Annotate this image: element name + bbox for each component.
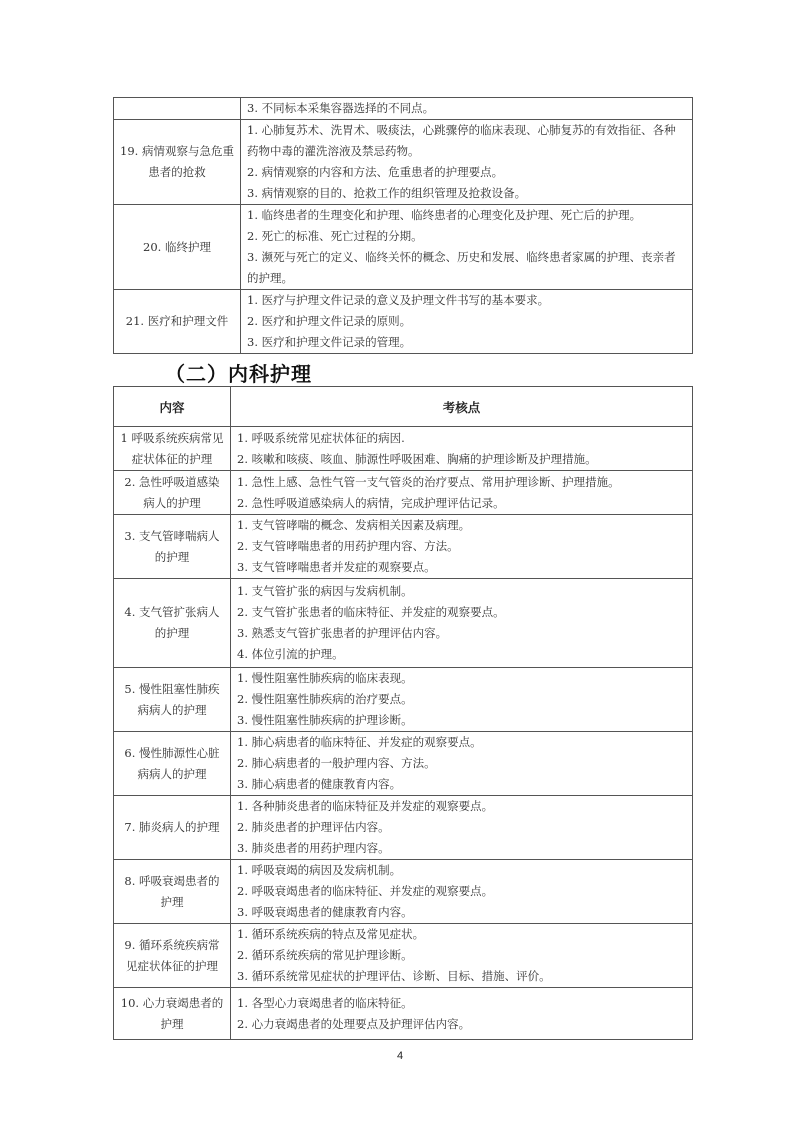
assessment-point: 2. 肺心病患者的一般护理内容、方法。 [237, 756, 436, 770]
section-title: （二）内科护理 [165, 362, 312, 386]
row-points [231, 471, 693, 515]
table-row [114, 579, 693, 668]
row-topic: 10. 心力衰竭患者的护理 [114, 988, 231, 1040]
row-topic: 4. 支气管扩张病人的护理 [114, 579, 231, 668]
row-topic: 5. 慢性阻塞性肺疾病病人的护理 [114, 668, 231, 732]
assessment-point: 3. 呼吸衰竭患者的健康教育内容。 [237, 905, 413, 919]
assessment-point: 2. 呼吸衰竭患者的临床特征、并发症的观察要点。 [237, 884, 494, 898]
table-row [114, 98, 693, 120]
assessment-point: 1. 急性上感、急性气管一支气管炎的治疗要点、常用护理诊断、护理措施。 [237, 474, 620, 489]
assessment-point: 1. 各型心力衰竭患者的临床特征。 [237, 995, 413, 1010]
assessment-point: 1. 支气管哮喘的概念、发病相关因素及病理。 [237, 518, 471, 532]
row-topic: 19. 病情观察与急危重患者的抢救 [114, 120, 241, 205]
assessment-point: 1. 慢性阻塞性肺疾病的临床表现。 [237, 671, 413, 685]
assessment-point: 1. 循环系统疾病的特点及常见症状。 [237, 927, 425, 941]
row-points [231, 988, 693, 1040]
row-topic: 21. 医疗和护理文件 [114, 290, 241, 354]
assessment-point: 1. 各种肺炎患者的临床特征及并发症的观察要点。 [237, 799, 494, 813]
internal-medicine-nursing-table [113, 386, 693, 1040]
row-points [231, 427, 693, 471]
row-points [231, 668, 693, 732]
assessment-point: 2. 支气管扩张患者的临床特征、并发症的观察要点。 [237, 605, 505, 619]
table-row [114, 732, 693, 796]
row-points [231, 924, 693, 988]
assessment-point: 3. 慢性阻塞性肺疾病的护理诊断。 [237, 713, 413, 727]
assessment-point: 1. 呼吸系统常见症状体征的病因. [237, 430, 405, 445]
header-assessment-points: 考核点 [231, 387, 693, 427]
assessment-point: 2. 循环系统疾病的常见护理诊断。 [237, 948, 413, 962]
assessment-point: 3. 支气管哮喘患者并发症的观察要点。 [237, 560, 436, 574]
assessment-point: 2. 咳嗽和咳痰、咳血、肺源性呼吸困难、胸痛的护理诊断及护理措施。 [237, 451, 597, 466]
assessment-point: 2. 心力衰竭患者的处理要点及护理评估内容。 [237, 1016, 471, 1031]
assessment-point: 2. 死亡的标准、死亡过程的分期。 [247, 229, 423, 243]
table-header-row [114, 387, 693, 427]
table-row [114, 860, 693, 924]
row-points [231, 732, 693, 796]
row-points [241, 205, 693, 290]
assessment-point: 1. 呼吸衰竭的病因及发病机制。 [237, 863, 402, 877]
assessment-point: 1. 临终患者的生理变化和护理、临终患者的心理变化及护理、死亡后的护理。 [247, 208, 642, 222]
header-content: 内容 [114, 387, 231, 427]
assessment-point: 2. 支气管哮喘患者的用药护理内容、方法。 [237, 539, 459, 553]
row-points [231, 579, 693, 668]
row-topic: 7. 肺炎病人的护理 [114, 796, 231, 860]
assessment-point: 3. 肺心病患者的健康教育内容。 [237, 777, 402, 791]
table-row [114, 205, 693, 290]
assessment-point: 3. 病情观察的目的、抢救工作的组织管理及抢救设备。 [247, 186, 527, 200]
assessment-point: 2. 急性呼吸道感染病人的病情，完成护理评估记录。 [237, 495, 505, 510]
assessment-point: 3. 熟悉支气管扩张患者的护理评估内容。 [237, 626, 448, 640]
row-points [241, 120, 693, 205]
row-topic: 2. 急性呼吸道感染病人的护理 [114, 471, 231, 515]
table-row [114, 796, 693, 860]
row-points [231, 860, 693, 924]
table-row [114, 120, 693, 205]
table-row [114, 988, 693, 1040]
row-topic [114, 98, 241, 120]
row-topic: 8. 呼吸衰竭患者的护理 [114, 860, 231, 924]
row-points [241, 98, 693, 120]
row-topic: 1 呼吸系统疾病常见症状体征的护理 [114, 427, 231, 471]
table-row [114, 668, 693, 732]
syllabus-table-continued [113, 97, 693, 354]
table-row [114, 924, 693, 988]
assessment-point: 1. 肺心病患者的临床特征、并发症的观察要点。 [237, 735, 482, 749]
table-row [114, 515, 693, 579]
assessment-point: 2. 肺炎患者的护理评估内容。 [237, 820, 390, 834]
row-topic: 9. 循环系统疾病常见症状体征的护理 [114, 924, 231, 988]
assessment-point: 3. 肺炎患者的用药护理内容。 [237, 841, 390, 855]
row-points [241, 290, 693, 354]
assessment-point: 2. 慢性阻塞性肺疾病的治疗要点。 [237, 692, 413, 706]
row-topic: 6. 慢性肺源性心脏病病人的护理 [114, 732, 231, 796]
assessment-point: 1. 医疗与护理文件记录的意义及护理文件书写的基本要求。 [247, 293, 550, 307]
row-points [231, 515, 693, 579]
assessment-point: 3. 不同标本采集容器选择的不同点。 [247, 101, 435, 115]
assessment-point: 3. 循环系统常见症状的护理评估、诊断、目标、措施、评价。 [237, 969, 551, 983]
row-topic: 3. 支气管哮喘病人的护理 [114, 515, 231, 579]
table-row [114, 471, 693, 515]
assessment-point: 1. 支气管扩张的病因与发病机制。 [237, 584, 413, 598]
row-points [231, 796, 693, 860]
assessment-point: 2. 病情观察的内容和方法、危重患者的护理要点。 [247, 165, 504, 179]
row-topic: 20. 临终护理 [114, 205, 241, 290]
assessment-point: 2. 医疗和护理文件记录的原则。 [247, 314, 412, 328]
page-number: 4 [396, 1050, 404, 1062]
assessment-point: 3. 医疗和护理文件记录的管理。 [247, 335, 412, 349]
assessment-point: 3. 濒死与死亡的定义、临终关怀的概念、历史和发展、临终患者家属的护理、丧亲者的护理。 [247, 250, 676, 285]
assessment-point: 1. 心肺复苏术、洗胃术、吸痰法，心跳骤停的临床表现、心肺复苏的有效指征、各种药物中毒的灌洗溶液及禁忌药物。 [247, 123, 676, 158]
table-row [114, 290, 693, 354]
assessment-point: 4. 体位引流的护理。 [237, 647, 344, 661]
table-row [114, 427, 693, 471]
